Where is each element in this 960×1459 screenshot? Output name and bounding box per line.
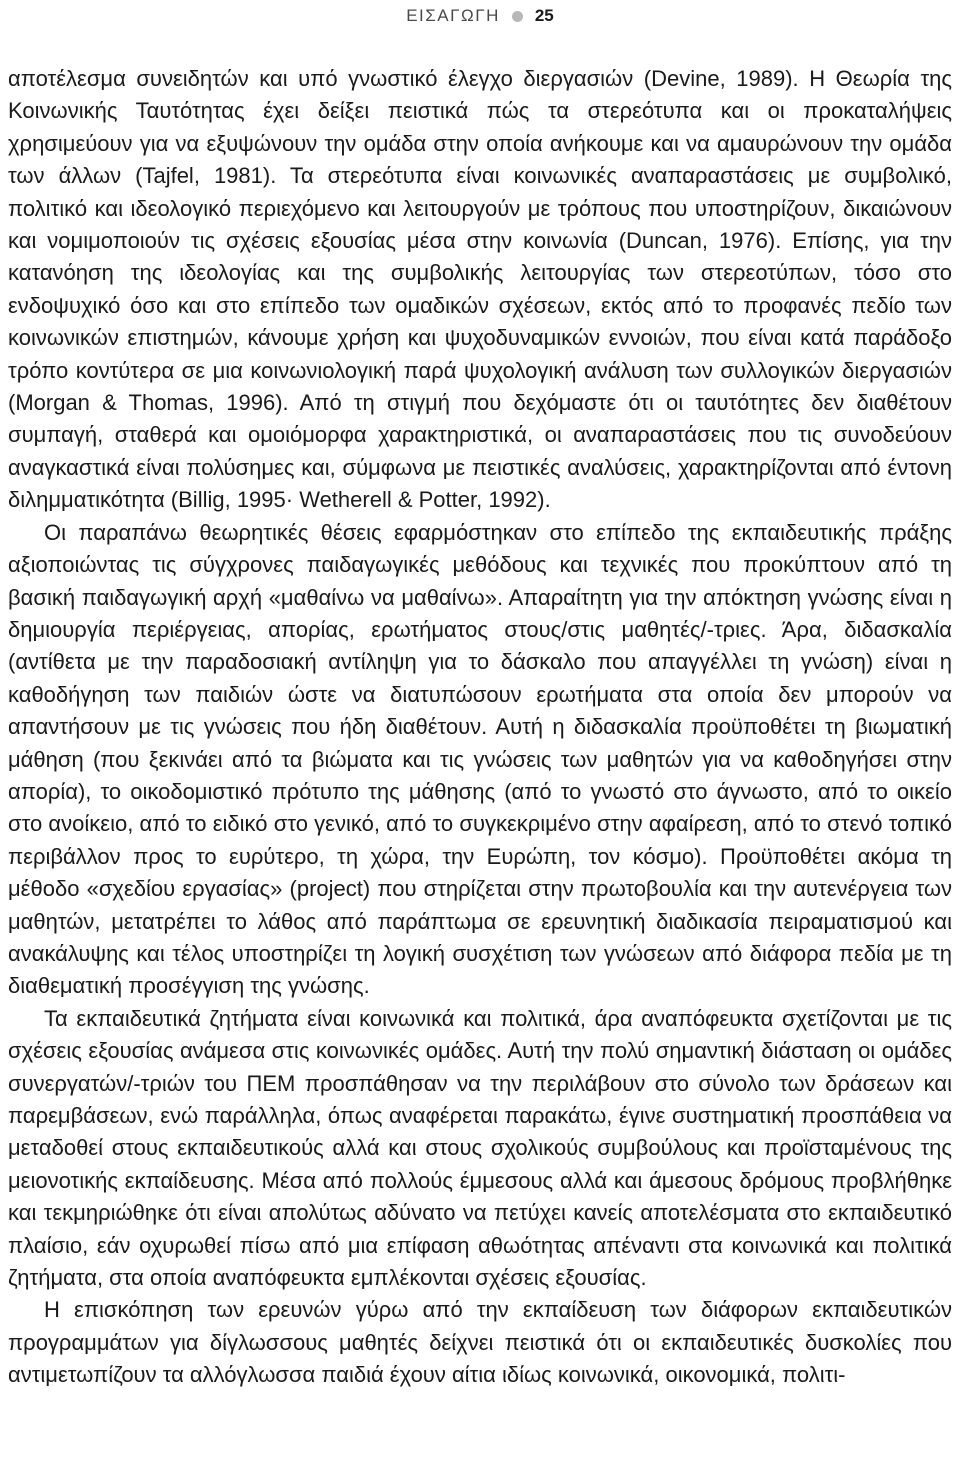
paragraph-2: Οι παραπάνω θεωρητικές θέσεις εφαρμόστηκαν στο επίπεδο της εκπαιδευτικής πράξης αξιοποιώντας τις σύγχρονες παιδαγωγικές μεθόδους και τεχνικές που προκύπτουν από τη βασική παιδαγωγική αρχή «μαθαίνω να μαθαίνω». Απαραίτητη για την απόκτηση γνώσης είναι η δημιουργία περιέργειας, απορίας, ερωτήματος στους/στις μαθητές/-τριες. Άρα, διδασκαλία (αντίθετα με την παραδοσιακή αντίληψη για το δάσκαλο που απαγγέλλει τη γνώση) είναι η καθοδήγηση των παιδιών ώστε να διατυπώσουν ερωτήματα στα οποία δεν μπορούν να απαντήσουν με τις γνώσεις που ήδη διαθέτουν. Αυτή η διδασκαλία προϋποθέτει τη βιωματική μάθηση (που ξεκινάει από τα βιώματα και τις γνώσεις των μαθητών για να καθοδηγήσει στην απορία), το οικοδομιστικό πρότυπο της μάθησης (από το γνωστό στο άγνωστο, από το οικείο στο ανοίκειο, από το ειδικό στο γενικό, από το συγκεκριμένο στην αφαίρεση, από το στενό τοπικό περιβάλλον προς το ευρύτερο, τη χώρα, την Ευρώπη, τον κόσμο). Προϋποθέτει ακόμα τη μέθοδο «σχεδίου εργασίας» (project) που στηρίζεται στην πρωτοβουλία και την αυτενέργεια των μαθητών, μετατρέπει το λάθος από παράπτωμα σε ερευνητική διαδικασία πειραματισμού και ανακάλυψης και τέλος υποστηρίζει τη λογική συσχέτιση των γνώσεων από διάφορα πεδία με τη διαθεματική προσέγγιση της γνώσης. [8,519,952,999]
section-title: ΕΙΣΑΓΩΓΗ [406,6,500,25]
body-text [8,63,952,1392]
bullet-dot-icon [512,11,523,22]
paragraph-3: Τα εκπαιδευτικά ζητήματα είναι κοινωνικά και πολιτικά, άρα αναπόφευκτα σχετίζονται με τις σχέσεις εξουσίας ανάμεσα στις κοινωνικές ομάδες. Αυτή την πολύ σημαντική διάσταση οι ομάδες συνεργατών/-τριών του ΠΕΜ προσπάθησαν να την περιλάβουν στο σύνολο των δράσεων και παρεμβάσεων, ενώ παράλληλα, όπως αναφέρεται παρακάτω, έγινε συστηματική προσπάθεια να μεταδοθεί στους εκπαιδευτικούς αλλά και στους σχολικούς συμβούλους και προϊσταμένους της μειονοτικής εκπαίδευσης. Μέσα από πολλούς έμμεσους αλλά και άμεσους δρόμους προβλήθηκε και τεκμηριώθηκε ότι είναι απολύτως αδύνατο να πετύχει κανείς αποτελέσματα στο εκπαιδευτικό πλαίσιο, εάν οχυρωθεί πίσω από μια επίφαση αθωότητας απέναντι στα κοινωνικά και πολιτικά ζητήματα, στα οποία αναπόφευκτα εμπλέκονται σχέσεις εξουσίας. [8,1005,952,1291]
running-head [0,4,960,28]
page-number: 25 [534,6,554,25]
paragraph-4: Η επισκόπηση των ερευνών γύρω από την εκπαίδευση των διάφορων εκπαιδευτικών προγραμμάτων για δίγλωσσους μαθητές δείχνει πειστικά ότι οι εκπαιδευτικές δυσκολίες που αντιμετωπίζουν τα αλλόγλωσσα παιδιά έχουν αίτια ιδίως κοινωνικά, οικονομικά, πολιτι- [8,1297,952,1388]
paragraph-1: αποτέλεσμα συνειδητών και υπό γνωστικό έλεγχο διεργασιών (Devine, 1989). Η Θεωρία της Κοινωνικής Ταυτότητας έχει δείξει πειστικά πώς τα στερεότυπα και οι προκαταλήψεις χρησιμεύουν για να εξυψώνουν την ομάδα στην οποία ανήκουμε και να αμαυρώνουν την ομάδα των άλλων (Tajfel, 1981). Τα στερεότυπα είναι κοινωνικές αναπαραστάσεις με συμβολικό, πολιτικό και ιδεολογικό περιεχόμενο και λειτουργούν με τρόπους που υποστηρίζουν, δικαιώνουν και νομιμοποιούν τις σχέσεις εξουσίας μέσα στην κοινωνία (Duncan, 1976). Επίσης, για την κατανόηση της ιδεολογίας και της συμβολικής λειτουργίας των στερεοτύπων, τόσο στο ενδοψυχικό όσο και στο επίπεδο των ομαδικών σχέσεων, εκτός από το προφανές πεδίο των κοινωνικών επιστημών, κάνουμε χρήση και ψυχοδυναμικών εννοιών, που είναι κατά παράδοξο τρόπο κοντύτερα σε μια κοινωνιολογική παρά ψυχολογική ανάλυση των συλλογικών διεργασιών (Morgan & Thomas, 1996). Από τη στιγμή που δεχόμαστε ότι οι ταυτότητες δεν διαθέτουν συμπαγή, σταθερά και ομοιόμορφα χαρακτηριστικά, οι αναπαραστάσεις που τις συνοδεύουν αναγκαστικά είναι πολύσημες και, σύμφωνα με πειστικές αναλύσεις, χαρακτηρίζονται από έντονη διλημματικότητα (Billig, 1995· Wetherell & Potter, 1992). [8,66,952,513]
